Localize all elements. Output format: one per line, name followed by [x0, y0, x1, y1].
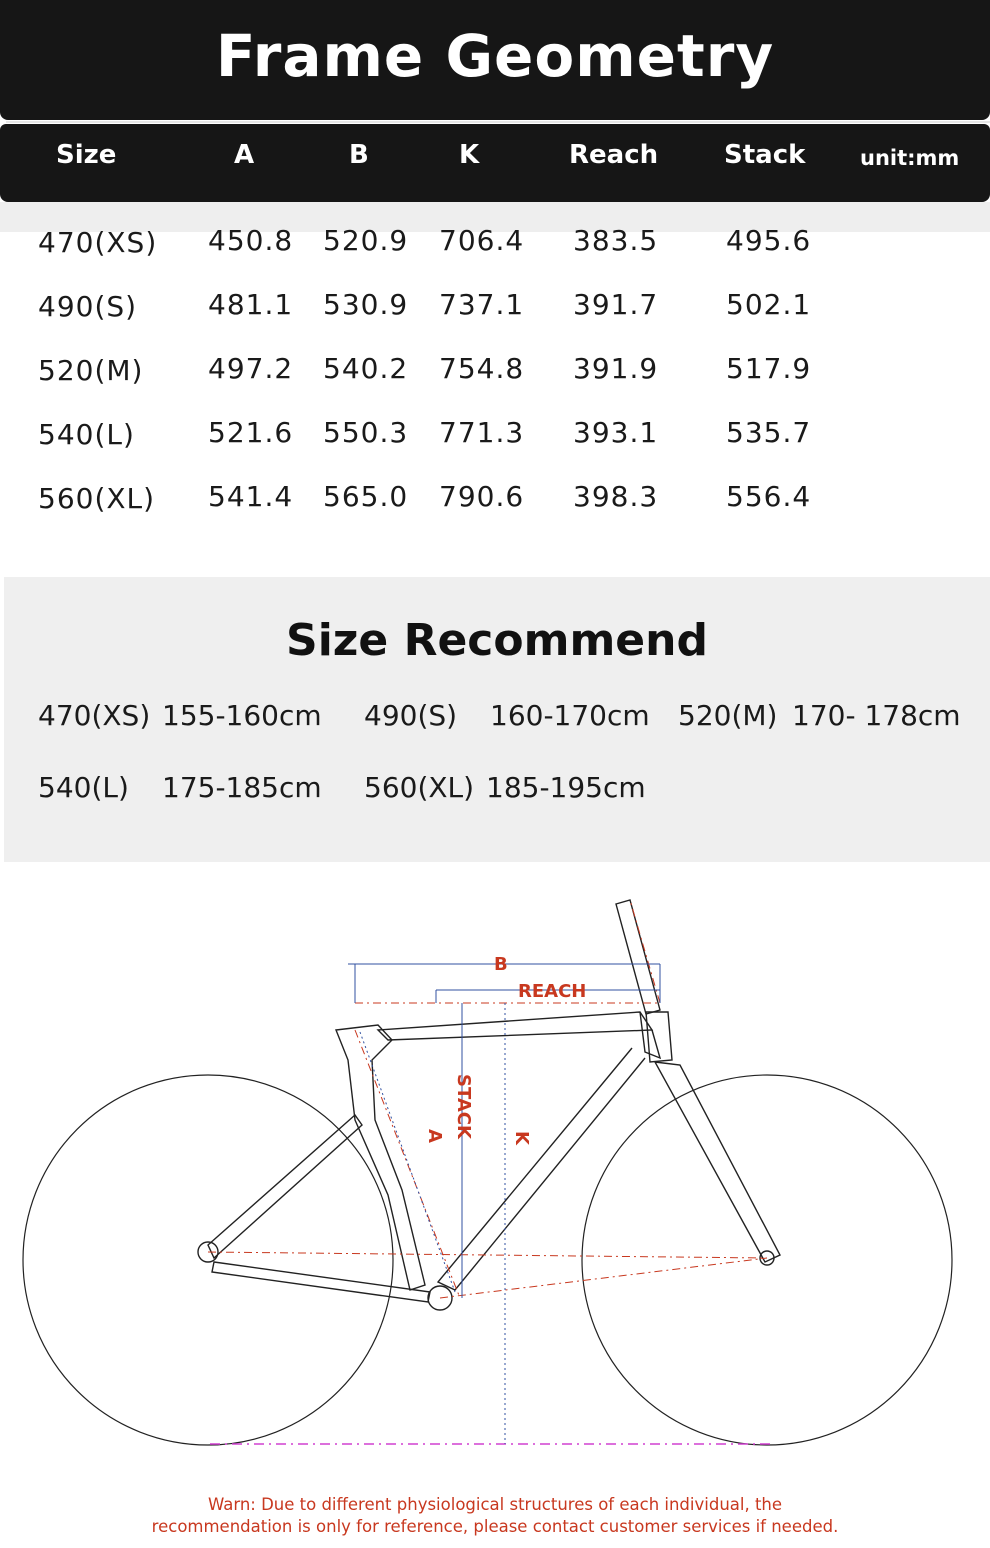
cell-a: 450.8: [208, 224, 294, 257]
recommend-size: 560(XL): [364, 771, 475, 804]
title-divider: [6, 121, 990, 123]
recommend-size: 520(M): [678, 699, 778, 732]
size-recommend-panel: [4, 577, 990, 862]
recommend-size: 470(XS): [38, 699, 151, 732]
warning-text: [0, 1494, 990, 1538]
label-b: B: [494, 954, 508, 975]
cell-b: 520.9: [323, 224, 409, 257]
recommend-height: 155-160cm: [162, 699, 322, 732]
cell-stack: 502.1: [726, 288, 812, 321]
label-stack: STACK: [453, 1074, 474, 1139]
recommend-size: 490(S): [364, 699, 458, 732]
fork-outline: [616, 900, 780, 1265]
header-a: A: [234, 140, 255, 170]
cell-k: 754.8: [439, 352, 525, 385]
warning-line-1: Warn: Due to different physiological structures of each individual, the: [207, 1495, 783, 1514]
cell-reach: 393.1: [573, 416, 659, 449]
cell-a: 481.1: [208, 288, 294, 321]
warning-line-2: recommendation is only for reference, please contact customer services if needed.: [151, 1517, 839, 1536]
cell-a: 541.4: [208, 480, 294, 513]
recommend-height: 185-195cm: [486, 771, 646, 804]
cell-reach: 398.3: [573, 480, 659, 513]
label-a: A: [424, 1129, 445, 1143]
cell-k: 790.6: [439, 480, 525, 513]
recommend-size: 540(L): [38, 771, 129, 804]
cell-stack: 495.6: [726, 224, 812, 257]
label-k: K: [511, 1131, 532, 1145]
cell-k: 706.4: [439, 224, 525, 257]
cell-k: 737.1: [439, 288, 525, 321]
cell-size: 560(XL): [38, 482, 156, 515]
cell-size: 470(XS): [38, 226, 158, 259]
cell-a: 521.6: [208, 416, 294, 449]
label-reach: REACH: [518, 981, 587, 1002]
header-size: Size: [56, 140, 117, 170]
reference-lines: [208, 900, 767, 1298]
recommend-height: 175-185cm: [162, 771, 322, 804]
header-b: B: [349, 140, 369, 170]
size-recommend-title: Size Recommend: [286, 615, 708, 666]
cell-stack: 535.7: [726, 416, 812, 449]
cell-reach: 383.5: [573, 224, 659, 257]
recommend-height: 160-170cm: [490, 699, 650, 732]
header-stack: Stack: [724, 140, 806, 170]
header-k: K: [459, 140, 480, 170]
cell-b: 565.0: [323, 480, 409, 513]
unit-label: unit:mm: [860, 146, 960, 170]
recommend-height: 170- 178cm: [792, 699, 961, 732]
page-title: Frame Geometry: [215, 22, 775, 90]
table-header: [0, 124, 990, 202]
cell-size: 490(S): [38, 290, 138, 323]
cell-b: 530.9: [323, 288, 409, 321]
title-bar: [0, 0, 990, 120]
cell-k: 771.3: [439, 416, 525, 449]
cell-stack: 517.9: [726, 352, 812, 385]
header-reach: Reach: [569, 140, 659, 170]
frame-diagram: [0, 880, 990, 1480]
cell-size: 520(M): [38, 354, 144, 387]
front-wheel: [582, 1075, 952, 1445]
frame-outline: [198, 1012, 660, 1310]
cell-stack: 556.4: [726, 480, 812, 513]
cell-reach: 391.9: [573, 352, 659, 385]
cell-b: 540.2: [323, 352, 409, 385]
cell-size: 540(L): [38, 418, 135, 451]
cell-b: 550.3: [323, 416, 409, 449]
cell-a: 497.2: [208, 352, 294, 385]
cell-reach: 391.7: [573, 288, 659, 321]
